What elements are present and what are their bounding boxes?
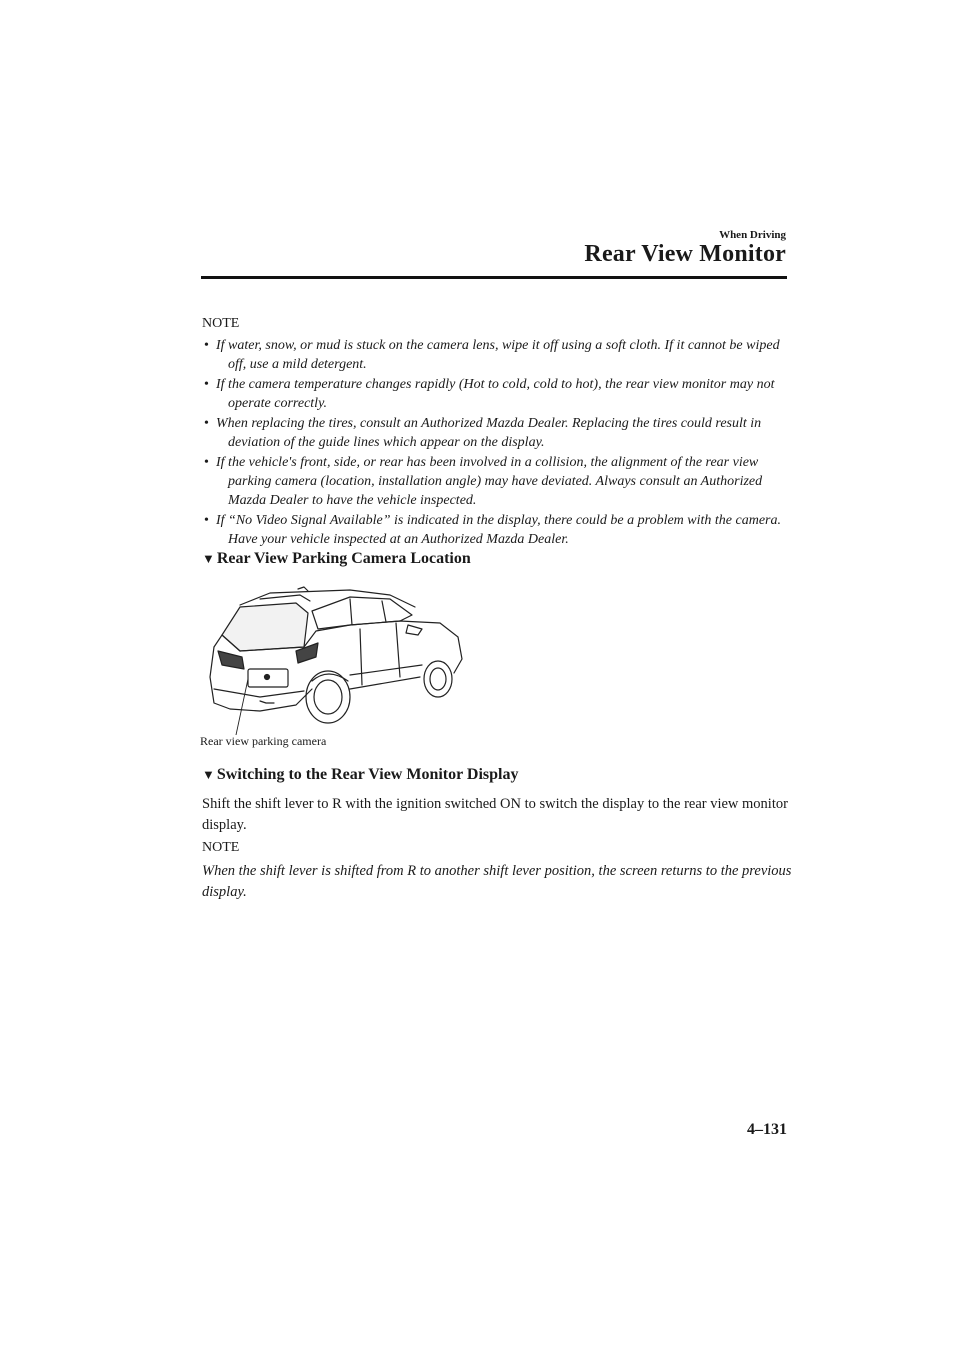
bullet-dot-icon: • <box>204 455 209 470</box>
header-divider <box>201 276 787 279</box>
note-bullet-item: • If “No Video Signal Available” is indicated in the display, there could be a problem with the camera. Have your vehicle inspected at an Authorized Mazda Dealer. <box>204 513 781 547</box>
note-label: NOTE <box>202 840 240 855</box>
page-number: 4–131 <box>747 1121 787 1138</box>
note-bullet-item: • When replacing the tires, consult an Authorized Mazda Dealer. Replacing the tires could result in deviation of the guide lines which appear on the display. <box>204 416 762 450</box>
bullet-dot-icon: • <box>204 377 209 392</box>
section-heading-switching-display: ▼ Switching to the Rear View Monitor Display <box>202 766 519 783</box>
bullet-dot-icon: • <box>204 513 209 528</box>
note-text: When the shift lever is shifted from R to another shift lever position, the screen returns to the previous display. <box>202 863 792 900</box>
note-bullet-list <box>202 336 792 550</box>
note-bullet-item: • If the camera temperature changes rapidly (Hot to cold, cold to hot), the rear view monitor may not operate correctly. <box>204 377 775 411</box>
note-label: NOTE <box>202 316 240 331</box>
car-illustration <box>200 585 480 735</box>
note-bullet-item: • If water, snow, or mud is stuck on the camera lens, wipe it off using a soft cloth. If it cannot be wiped off, use a mild detergent. <box>204 338 780 372</box>
section-label: When Driving <box>719 229 786 241</box>
figure-callout: Rear view parking camera <box>200 734 327 748</box>
bullet-dot-icon: • <box>204 338 209 353</box>
triangle-down-icon: ▼ <box>202 551 215 566</box>
triangle-down-icon: ▼ <box>202 767 215 782</box>
body-paragraph: Shift the shift lever to R with the ignition switched ON to switch the display to the rear view monitor display. <box>202 796 788 833</box>
page-title: Rear View Monitor <box>584 241 786 267</box>
note-bullet-item: • If the vehicle's front, side, or rear has been involved in a collision, the alignment of the rear view parking camera (location, installation angle) may have deviated. Always consult an Authorized Mazda Dealer to have the vehicle inspected. <box>204 455 763 508</box>
bullet-dot-icon: • <box>204 416 209 431</box>
section-heading-camera-location: ▼ Rear View Parking Camera Location <box>202 550 471 567</box>
